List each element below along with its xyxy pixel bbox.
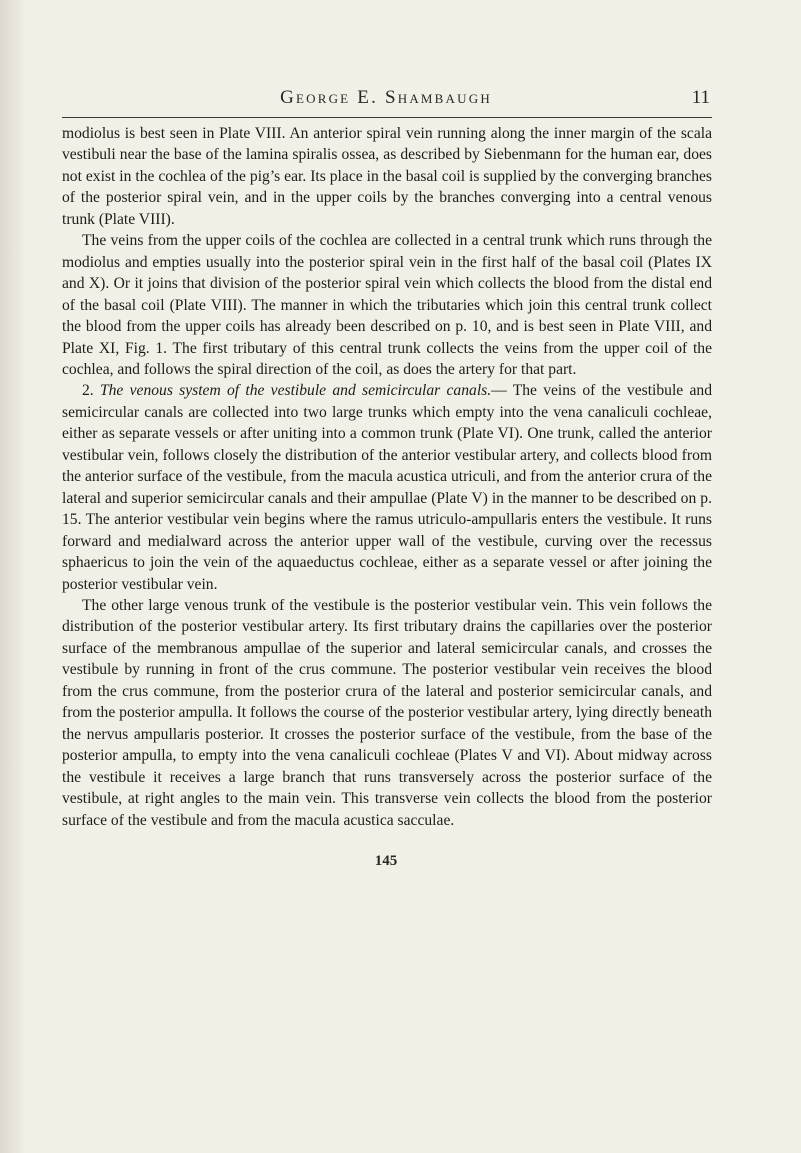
page-number: 11 — [691, 87, 710, 108]
header-rule — [62, 117, 712, 118]
footer-folio: 145 — [374, 853, 398, 869]
paragraph-1: modiolus is best seen in Plate VIII. An anterior spiral vein running along the inner margin of the scala vestibuli near the base of the lamina spiralis ossea, as described by Siebenmann for the human ear, does not exist in the cochlea of the pig’s ear. Its place in the basal coil is supplied by the converging branches of the posterior spiral vein, and in the upper coils by the branches converging into a central venous trunk (Plate VIII). — [62, 125, 712, 228]
spine-shadow — [0, 0, 26, 1153]
page-header — [58, 84, 714, 114]
section-heading: The venous system of the vestibule and semicircular canals. — [99, 382, 492, 400]
running-head: George E. Shambaugh — [280, 87, 492, 108]
section-text: — The veins of the vestibule and semicircular canals are collected into two large trunks which empty into the vena canaliculi cochleae, either as separate vessels or after uniting into a common trunk (Plate VI). One trunk, called the anterior vestibular vein, follows closely the distribution of the anterior vestibular artery, and collects blood from the anterior surface of the vestibule, from the macula acustica utriculi, and from the anterior crura of the lateral and superior semicircular canals and their ampullae (Plate V) in the manner to be described on p. 15. The anterior vestibular vein begins where the ramus utriculo-ampullaris enters the vestibule. It runs forward and medialward across the anterior upper wall of the vestibule, curving over the recessus sphaericus to join the vein of the aquaeductus cochleae, either as a separate vessel or after joining the posterior vestibular vein. — [62, 382, 712, 593]
paragraph-4: The other large venous trunk of the vestibule is the posterior vestibular vein. This vein follows the distribution of the posterior vestibular artery. Its first tributary drains the capillaries over the posterior surface of the membranous ampullae of the superior and lateral semicircular canals, and crosses the vestibule by running in front of the crus commune. The posterior vestibular vein receives the blood from the crus commune, from the posterior crura of the lateral and posterior semicircular canals, and from the posterior ampulla. It follows the course of the posterior vestibular artery, lying directly beneath the nervus ampullaris posterior. It crosses the posterior surface of the vestibule, from the base of the posterior ampulla, to empty into the vena canaliculi cochleae (Plates V and VI). About midway across the vestibule it receives a large branch that runs transversely across the posterior surface of the vestibule, at right angles to the main vein. This transverse vein collects the blood from the posterior surface of the vestibule and from the macula acustica sacculae. — [62, 596, 712, 829]
paragraph-2: The veins from the upper coils of the cochlea are collected in a central trunk which runs through the modiolus and empties usually into the posterior spiral vein in the first half of the basal coil (Plates IX and X). Or it joins that division of the posterior spiral vein which collects the blood from the distal end of the basal coil (Plate VIII). The manner in which the tributaries which join this central trunk collect the blood from the upper coils has already been described on p. 10, and is best seen in Plate VIII, and Plate XI, Fig. 1. The first tributary of this central trunk collects the veins from the upper coil of the cochlea, and follows the spiral direction of the coil, as does the artery for that part. — [62, 232, 712, 378]
body-text — [62, 123, 712, 831]
paragraph-3 — [62, 380, 712, 595]
section-number: 2. — [82, 382, 100, 400]
